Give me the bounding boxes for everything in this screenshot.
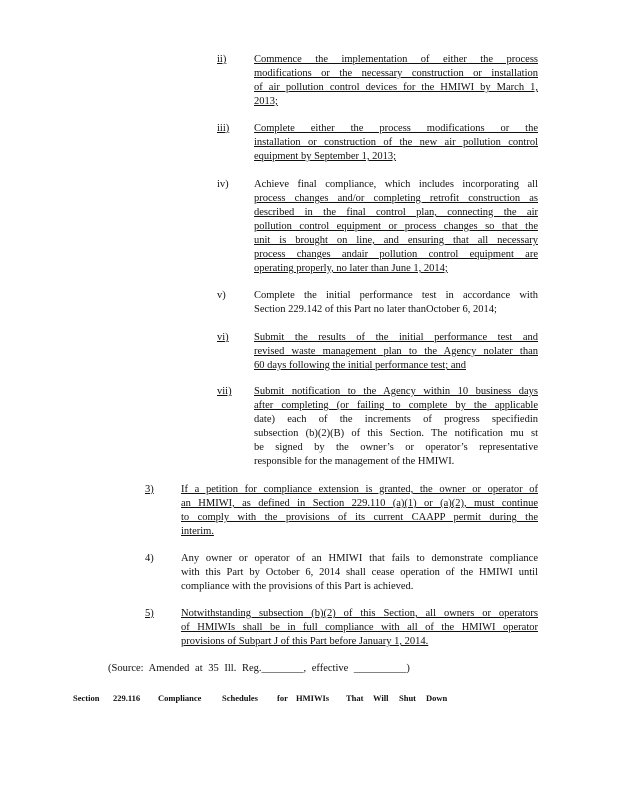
list-item-line: Commence the implementation of either the process xyxy=(254,54,538,65)
list-item-label: v) xyxy=(217,290,226,301)
section-header-word: Compliance xyxy=(158,693,202,703)
list-item-line: described in the final control plan, connecting the air xyxy=(254,207,538,218)
list-item-line: Complete either the process modifications or the xyxy=(254,123,538,134)
list-item-line: modifications or the necessary construction or installation xyxy=(254,68,538,79)
list-item-line: Submit the results of the initial performance test and xyxy=(254,332,538,343)
list-item-line: Achieve final compliance, which includes incorporating all xyxy=(254,179,538,190)
list-item-line: date) each of the increments of progress specifiedin xyxy=(254,414,538,425)
list-item-line: revised waste management plan to the Agency nolater than xyxy=(254,346,538,357)
paragraph-line: interim. xyxy=(181,526,214,537)
list-item-line: Complete the initial performance test in accordance with xyxy=(254,290,538,301)
list-item-label: iii) xyxy=(217,123,230,134)
list-item-line: operating properly, no later than June 1, 2014; xyxy=(254,263,448,274)
paragraph-line: of HMIWIs shall be in full compliance with all of the HMIWI operator xyxy=(181,622,538,633)
section-header-word: Schedules xyxy=(222,693,258,703)
section-header-word: Section xyxy=(73,693,100,703)
paragraph-line: compliance with the provisions of this Part is achieved. xyxy=(181,581,414,592)
list-item-line: installation or construction of the new air pollution control xyxy=(254,137,538,148)
list-item-line: pollution control equipment or process changes so that the xyxy=(254,221,538,232)
paragraph-label: 5) xyxy=(145,608,154,619)
section-header-word: Will xyxy=(373,693,389,703)
section-header-word: Down xyxy=(426,693,448,703)
section-header-word: HMIWIs xyxy=(296,693,330,703)
list-item-label: iv) xyxy=(217,179,229,190)
section-header-word: Shut xyxy=(399,693,417,703)
list-item-label: vii) xyxy=(217,386,232,397)
list-item-line: Section 229.142 of this Part no later thanOctober 6, 2014; xyxy=(254,304,497,315)
list-item-label: vi) xyxy=(217,332,229,343)
paragraph-line: an HMIWI, as defined in Section 229.110 (a)(1) or (a)(2), must continue xyxy=(181,498,538,509)
list-item-line: of air pollution control devices for the HMIWI by March 1, xyxy=(254,82,538,93)
section-header-word: That xyxy=(346,693,364,703)
list-item-line: 60 days following the initial performance test; and xyxy=(254,360,466,371)
paragraph-line: to comply with the provisions of its current CAAPP permit during the xyxy=(181,512,538,523)
section-header-word: for xyxy=(277,693,288,703)
paragraph-line: with this Part by October 6, 2014 shall cease operation of the HMIWI until xyxy=(181,567,538,578)
list-item-line: subsection (b)(2)(B) of this Section. The notification mu st xyxy=(254,428,538,439)
list-item-line: process changes andair pollution control equipment are xyxy=(254,249,538,260)
paragraph-label: 3) xyxy=(145,484,154,495)
list-item-line: be signed by the owner’s or operator’s representative xyxy=(254,442,538,453)
paragraph-line: Notwithstanding subsection (b)(2) of this Section, all owners or operators xyxy=(181,608,538,619)
list-item-line: equipment by September 1, 2013; xyxy=(254,151,397,162)
list-item-line: unit is brought on line, and ensuring that all necessary xyxy=(254,235,538,246)
section-header-word: 229.116 xyxy=(113,693,141,703)
list-item-line: 2013; xyxy=(254,96,278,107)
paragraph-line: provisions of Subpart J of this Part before January 1, 2014. xyxy=(181,636,429,647)
list-item-line: responsible for the management of the HMIWI. xyxy=(254,456,455,467)
list-item-line: process changes and/or completing retrofit construction as xyxy=(254,193,538,204)
paragraph-line: Any owner or operator of an HMIWI that fails to demonstrate compliance xyxy=(181,553,538,564)
source-note xyxy=(108,663,430,675)
paragraph-label: 4) xyxy=(145,553,154,564)
list-item-line: after completing (or failing to complete by the applicable xyxy=(254,400,538,411)
source-note-text: (Source: Amended at 35 Ill. Reg.________, effective __________) xyxy=(108,663,410,674)
paragraph-line: If a petition for compliance extension is granted, the owner or operator of xyxy=(181,484,538,495)
list-item-line: Submit notification to the Agency within 10 business days xyxy=(254,386,538,397)
list-item-label: ii) xyxy=(217,54,227,65)
